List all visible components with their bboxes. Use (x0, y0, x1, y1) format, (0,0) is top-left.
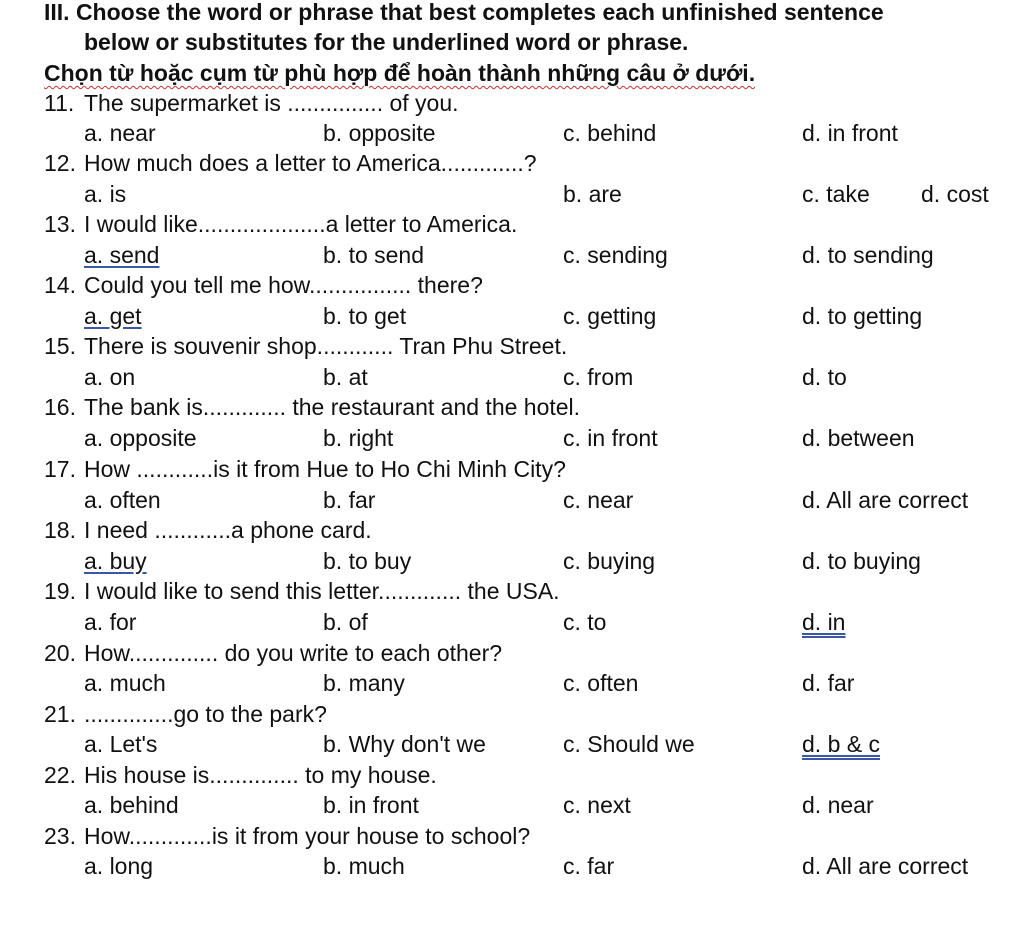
option-b[interactable]: b. in front (323, 792, 419, 818)
option-d[interactable]: d. far (802, 670, 855, 696)
question-text: His house is.............. to my house. (84, 762, 437, 788)
question-18 (0, 515, 1024, 545)
question-text: I would like to send this letter............. the USA. (84, 578, 560, 604)
option-d[interactable]: d. All are correct (802, 487, 969, 513)
question-16 (0, 392, 1024, 422)
option-c[interactable]: c. getting (563, 303, 657, 329)
question-number: 22. (44, 762, 76, 788)
option-c[interactable]: c. buying (563, 548, 656, 574)
question-text: How much does a letter to America.............? (84, 150, 537, 176)
question-text: How ............is it from Hue to Ho Chi Minh City? (84, 456, 566, 482)
option-b[interactable]: b. are (563, 181, 622, 207)
question-21 (0, 699, 1024, 729)
question-number: 14. (44, 272, 76, 298)
option-c[interactable]: c. Should we (563, 731, 695, 757)
option-b[interactable]: b. of (323, 609, 368, 635)
question-number: 18. (44, 517, 76, 543)
option-a[interactable]: a. much (84, 670, 166, 696)
option-d[interactable]: d. in (802, 609, 846, 635)
option-a[interactable]: a. Let's (84, 731, 158, 757)
question-text: ..............go to the park? (84, 701, 327, 727)
option-d[interactable]: d. in front (802, 120, 898, 146)
section-title-vietnamese: Chọn từ hoặc cụm từ phù hợp để hoàn thành những câu ở dưới. (44, 60, 756, 86)
question-12 (0, 148, 1024, 178)
question-14 (0, 270, 1024, 300)
option-a[interactable]: a. behind (84, 792, 179, 818)
question-20 (0, 638, 1024, 668)
option-c[interactable]: c. often (563, 670, 639, 696)
question-number: 17. (44, 456, 76, 482)
question-number: 21. (44, 701, 76, 727)
option-c[interactable]: c. to (563, 609, 607, 635)
question-number: 16. (44, 394, 76, 420)
option-a[interactable]: a. get (84, 303, 142, 329)
options-17 (0, 485, 1024, 515)
options-22 (0, 790, 1024, 820)
question-text: There is souvenir shop............ Tran Phu Street. (84, 333, 568, 359)
options-13 (0, 240, 1024, 270)
option-b[interactable]: b. many (323, 670, 405, 696)
option-d[interactable]: d. b & c (802, 731, 880, 757)
question-text: I need ............a phone card. (84, 517, 372, 543)
option-b[interactable]: b. at (323, 364, 368, 390)
question-text: Could you tell me how................ there? (84, 272, 483, 298)
option-c[interactable]: c. sending (563, 242, 668, 268)
option-c[interactable]: c. near (563, 487, 634, 513)
section-title-continued: below or substitutes for the underlined word or phrase. (84, 29, 689, 55)
options-19 (0, 607, 1024, 637)
option-a[interactable]: a. opposite (84, 425, 197, 451)
question-15 (0, 331, 1024, 361)
options-15 (0, 362, 1024, 392)
question-number: 23. (44, 823, 76, 849)
option-d[interactable]: d. to buying (802, 548, 921, 574)
option-b[interactable]: b. to send (323, 242, 425, 268)
option-c[interactable]: c. take (802, 181, 870, 207)
option-c[interactable]: c. behind (563, 120, 657, 146)
question-number: 19. (44, 578, 76, 604)
options-21 (0, 729, 1024, 759)
question-text: How.............. do you write to each other? (84, 640, 503, 666)
option-c[interactable]: c. in front (563, 425, 658, 451)
option-c[interactable]: c. far (563, 853, 615, 879)
options-23 (0, 851, 1024, 881)
options-20 (0, 668, 1024, 698)
option-a[interactable]: a. often (84, 487, 161, 513)
question-13 (0, 209, 1024, 239)
option-b[interactable]: b. right (323, 425, 394, 451)
option-a[interactable]: a. near (84, 120, 156, 146)
option-b[interactable]: b. to get (323, 303, 407, 329)
option-c[interactable]: c. from (563, 364, 634, 390)
option-a[interactable]: a. for (84, 609, 137, 635)
option-b[interactable]: b. opposite (323, 120, 436, 146)
question-number: 11. (44, 90, 75, 116)
question-17 (0, 454, 1024, 484)
question-number: 13. (44, 211, 76, 237)
section-title: III. Choose the word or phrase that best completes each unfinished sentence (44, 0, 884, 25)
option-a[interactable]: a. is (84, 181, 127, 207)
option-d[interactable]: d. between (802, 425, 915, 451)
option-b[interactable]: b. much (323, 853, 405, 879)
option-b[interactable]: b. Why don't we (323, 731, 486, 757)
question-19 (0, 576, 1024, 606)
option-d[interactable]: d. cost (921, 181, 989, 207)
question-number: 15. (44, 333, 76, 359)
question-text: How.............is it from your house to school? (84, 823, 531, 849)
option-d[interactable]: d. All are correct (802, 853, 969, 879)
option-a[interactable]: a. on (84, 364, 136, 390)
option-d[interactable]: d. to sending (802, 242, 934, 268)
question-11 (0, 88, 1024, 118)
question-number: 20. (44, 640, 76, 666)
option-b[interactable]: b. to buy (323, 548, 412, 574)
option-a[interactable]: a. buy (84, 548, 147, 574)
question-text: The supermarket is ............... of you. (84, 90, 459, 116)
option-d[interactable]: d. near (802, 792, 874, 818)
question-text: I would like....................a letter to America. (84, 211, 518, 237)
option-d[interactable]: d. to getting (802, 303, 923, 329)
question-text: The bank is............. the restaurant and the hotel. (84, 394, 581, 420)
option-a[interactable]: a. send (84, 242, 160, 268)
options-14 (0, 301, 1024, 331)
options-16 (0, 423, 1024, 453)
question-23 (0, 821, 1024, 851)
options-12 (0, 179, 1024, 209)
options-11 (0, 118, 1024, 148)
question-22 (0, 760, 1024, 790)
option-c[interactable]: c. next (563, 792, 631, 818)
option-b[interactable]: b. far (323, 487, 376, 513)
option-d[interactable]: d. to (802, 364, 847, 390)
option-a[interactable]: a. long (84, 853, 154, 879)
question-number: 12. (44, 150, 76, 176)
options-18 (0, 546, 1024, 576)
